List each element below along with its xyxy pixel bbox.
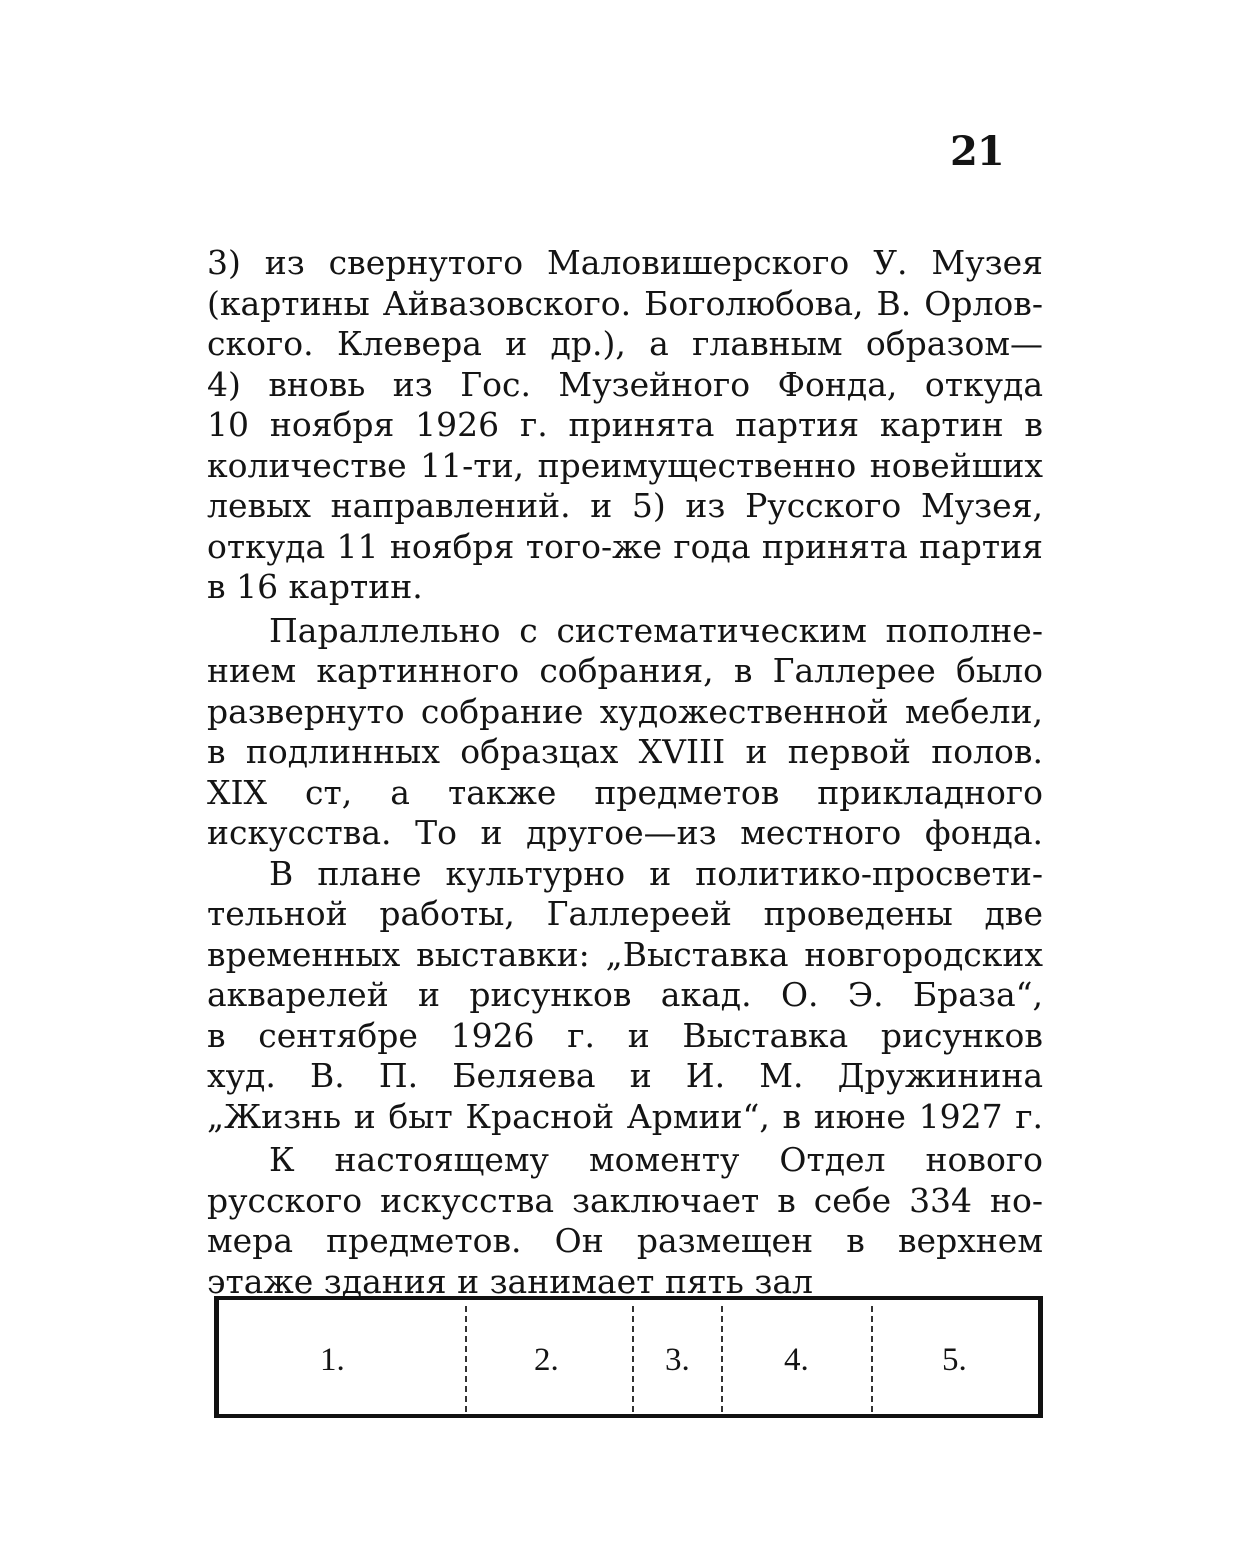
hall-divider [871,1306,873,1412]
text-line: ского. Клевера и др.), а главным образом— [207,324,1043,363]
page-number: 21 [950,128,1004,175]
text-line: XIX ст, а также предметов прикладного [207,772,1043,812]
hall-plan-diagram [214,1296,1043,1418]
text-line: Параллельно с систематическим пополне- [269,610,1043,650]
hall-label-3: 3. [665,1342,690,1378]
text-line: левых направлений. и 5) из Русского Музея, [207,486,1043,525]
text-line: тельной работы, Галлереей проведены две [207,894,1043,933]
text-line: (картины Айвазовского. Боголюбова, В. Орлов- [207,283,1043,323]
text-line: В плане культурно и политико-просвети- [269,853,1043,893]
text-line: откуда 11 ноября того-же года принята партия [207,526,1043,566]
hall-label-2: 2. [534,1342,559,1378]
text-line: 10 ноября 1926 г. принята партия картин в [207,405,1043,444]
body-text [207,243,1043,1302]
hall-label-1: 1. [320,1342,345,1378]
text-line: в сентябре 1926 г. и Выставка рисунков [207,1015,1043,1055]
hall-divider [632,1306,634,1412]
text-line: нием картинного собрания, в Галлерее было [207,651,1043,690]
text-line: в подлинных образцах XVIII и первой полов. [207,732,1043,771]
text-line: „Жизнь и быт Красной Армии“, в июне 1927 г. [207,1096,1043,1136]
text-line: К настоящему моменту Отдел нового [269,1140,1043,1179]
text-line: временных выставки: „Выставка новгородских [207,934,1043,974]
text-line: в 16 картин. [207,567,423,606]
text-line: количестве 11-ти, преимущественно новейших [207,445,1043,485]
text-line: 4) вновь из Гос. Музейного Фонда, откуда [207,364,1043,404]
hall-label-5: 5. [942,1342,967,1378]
text-line: худ. В. П. Беляева и И. М. Дружинина [207,1056,1043,1095]
text-line: искусства. То и другое—из местного фонда. [207,813,1043,852]
text-line: этаже здания и занимает пять зал [207,1261,814,1301]
text-line: русского искусства заключает в себе 334 но- [207,1180,1043,1220]
text-line: 3) из свернутого Маловишерского У. Музея [207,243,1043,282]
text-line: акварелей и рисунков акад. О. Э. Браза“, [207,975,1043,1014]
hall-divider [465,1306,467,1412]
text-line: мера предметов. Он размещен в верхнем [207,1221,1043,1260]
text-line: развернуто собрание художественной мебели, [207,691,1043,731]
hall-divider [721,1306,723,1412]
hall-label-4: 4. [784,1342,809,1378]
